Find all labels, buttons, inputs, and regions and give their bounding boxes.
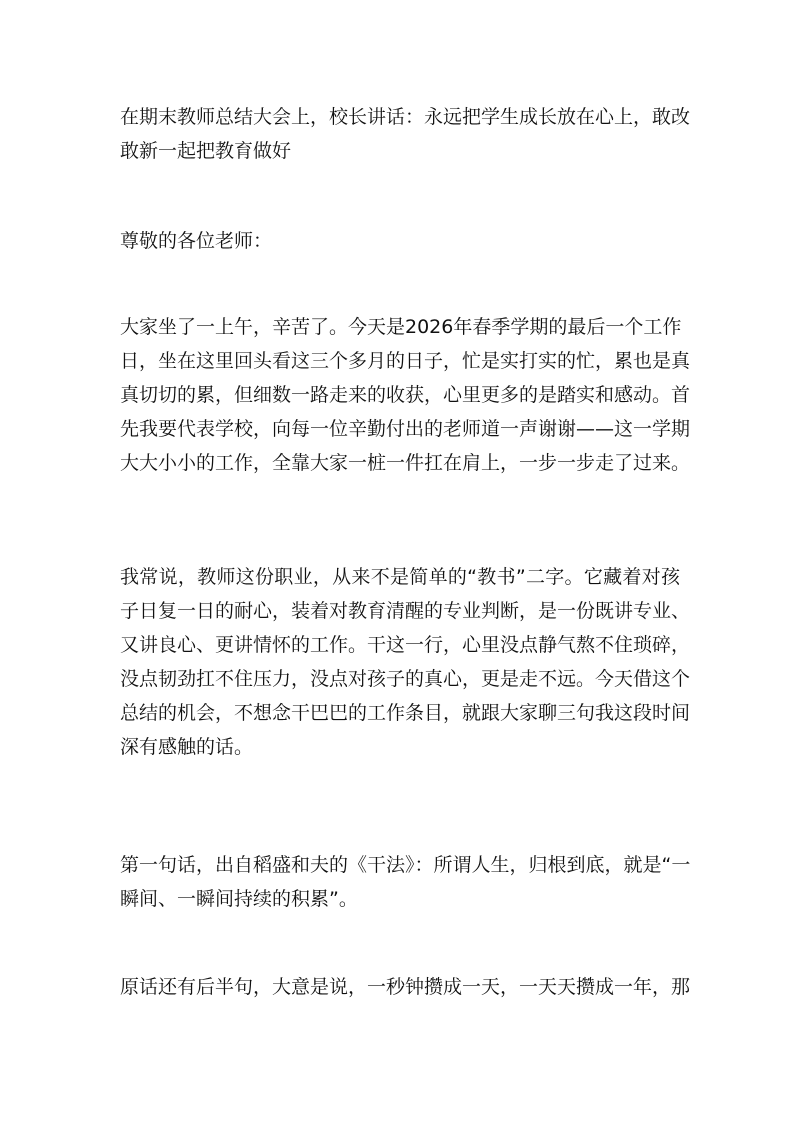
paragraph-line: 大大小小的工作，全靠大家一桩一件扛在肩上，一步一步走了过来。 [120, 452, 691, 474]
paragraph-line: 瞬间、一瞬间持续的积累”。 [120, 888, 358, 910]
title-line: 在期末教师总结大会上，校长讲话：永远把学生成长放在心上，敢改 [120, 106, 691, 128]
document-title [120, 100, 691, 168]
paragraph-line: 子日复一日的耐心，装着对教育清醒的专业判断，是一份既讲专业、 [120, 600, 691, 622]
paragraph-line: 原话还有后半句，大意是说，一秒钟攒成一天，一天天攒成一年，那 [120, 976, 691, 998]
paragraph-line: 第一句话，出自稻盛和夫的《干法》：所谓人生，归根到底，就是“一 [120, 854, 691, 876]
salutation [120, 224, 680, 258]
paragraph-line: 没点韧劲扛不住压力，没点对孩子的真心，更是走不远。今天借这个 [120, 668, 691, 690]
paragraph-line: 大家坐了一上午，辛苦了。今天是2026年春季学期的最后一个工作 [120, 316, 682, 338]
paragraph-line: 日，坐在这里回头看这三个多月的日子，忙是实打实的忙，累也是真 [120, 350, 691, 372]
title-line: 敢新一起把教育做好 [120, 140, 292, 162]
paragraph-line: 我常说，教师这份职业，从来不是简单的“教书”二字。它藏着对孩 [120, 566, 680, 588]
paragraph-line: 又讲良心、更讲情怀的工作。干这一行，心里没点静气熬不住琐碎， [120, 634, 691, 656]
paragraph-line: 先我要代表学校，向每一位辛勤付出的老师道一声谢谢——这一学期 [120, 418, 691, 440]
paragraph-3 [120, 848, 691, 916]
paragraph-2 [120, 560, 691, 764]
paragraph-line: 深有感触的话。 [120, 736, 254, 758]
paragraph-line: 总结的机会，不想念干巴巴的工作条目，就跟大家聊三句我这段时间 [120, 702, 691, 724]
paragraph-4 [120, 970, 691, 1004]
paragraph-1 [120, 310, 691, 480]
salutation-line: 尊敬的各位老师： [120, 230, 273, 252]
paragraph-line: 真切切的累，但细数一路走来的收获，心里更多的是踏实和感动。首 [120, 384, 691, 406]
